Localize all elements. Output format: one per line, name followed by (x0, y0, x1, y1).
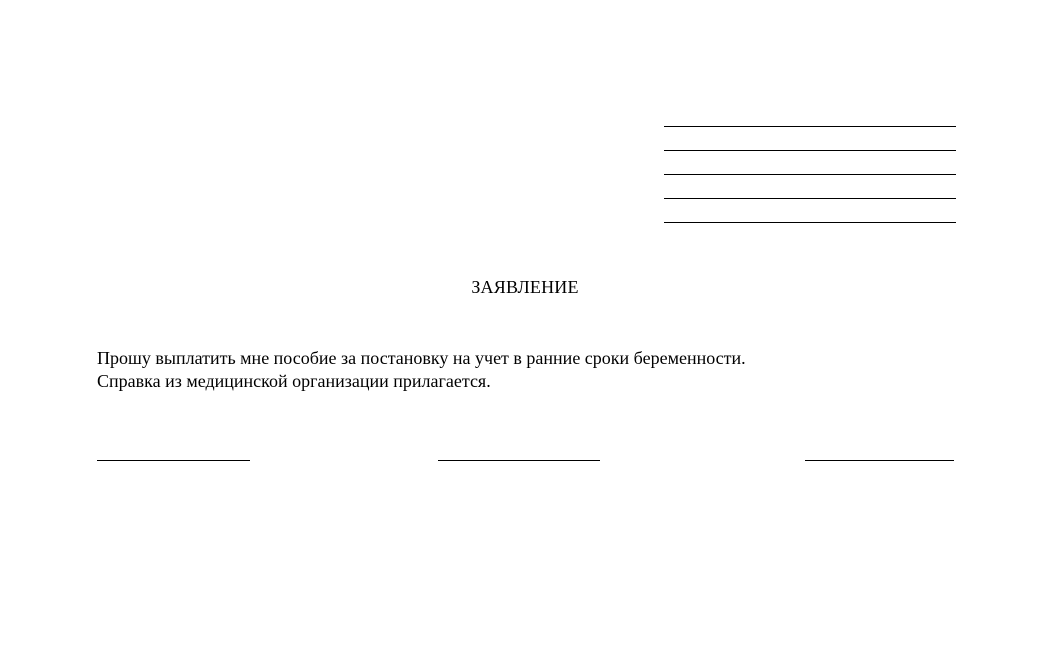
statement-line: Справка из медицинской организации прилагается. (97, 371, 491, 391)
signature-line (438, 460, 600, 461)
addressee-line (664, 222, 956, 223)
statement-body (97, 347, 977, 393)
addressee-line (664, 198, 956, 199)
addressee-line (664, 174, 956, 175)
addressee-block (664, 112, 956, 246)
document-title: ЗАЯВЛЕНИЕ (471, 277, 579, 297)
date-line (97, 460, 250, 461)
name-line (805, 460, 954, 461)
addressee-line (664, 126, 956, 127)
addressee-line (664, 150, 956, 151)
statement-line: Прошу выплатить мне пособие за постановку на учет в ранние сроки беременности. (97, 348, 746, 368)
